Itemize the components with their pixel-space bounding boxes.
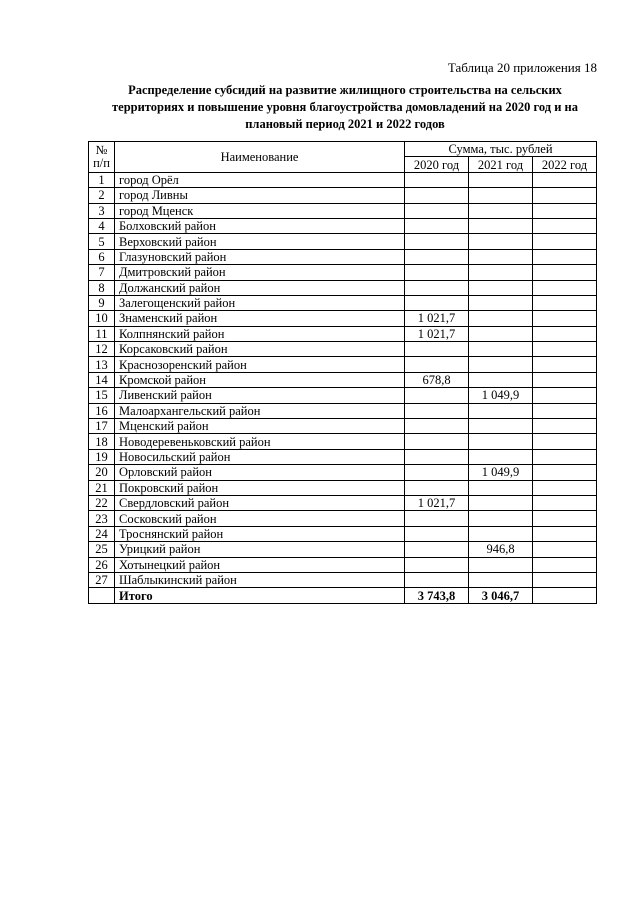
- row-name: Орловский район: [115, 465, 405, 480]
- value-2022: [533, 526, 597, 541]
- value-2021: [469, 372, 533, 387]
- value-2022: [533, 218, 597, 233]
- row-name: Хотынецкий район: [115, 557, 405, 572]
- value-2020: [405, 511, 469, 526]
- row-name: Корсаковский район: [115, 342, 405, 357]
- row-name: Ливенский район: [115, 388, 405, 403]
- row-name: Дмитровский район: [115, 265, 405, 280]
- table-row: [89, 434, 597, 449]
- table-row: [89, 542, 597, 557]
- value-2022: [533, 588, 597, 603]
- row-name: Свердловский район: [115, 495, 405, 510]
- value-2021: [469, 357, 533, 372]
- row-name: Залегощенский район: [115, 295, 405, 310]
- value-2020: [405, 449, 469, 464]
- value-2022: [533, 542, 597, 557]
- value-2022: [533, 357, 597, 372]
- value-2021: [469, 480, 533, 495]
- header-year-2022: 2022 год: [533, 157, 597, 172]
- value-2020: [405, 542, 469, 557]
- row-number: 20: [89, 465, 115, 480]
- row-number: 12: [89, 342, 115, 357]
- header-num-line1: №: [95, 142, 108, 157]
- title-line: территориях и повышение уровня благоустройства домовладений на 2020 год и на: [112, 100, 578, 114]
- value-2020: [405, 234, 469, 249]
- table-row: [89, 295, 597, 310]
- value-2022: [533, 172, 597, 187]
- table-row: [89, 249, 597, 264]
- value-2022: [533, 511, 597, 526]
- value-2021: [469, 572, 533, 587]
- value-2022: [533, 280, 597, 295]
- value-2021: 1 049,9: [469, 388, 533, 403]
- value-2021: [469, 311, 533, 326]
- value-2022: [533, 480, 597, 495]
- row-name: Урицкий район: [115, 542, 405, 557]
- value-2020: [405, 557, 469, 572]
- value-2020: [405, 280, 469, 295]
- table-row: [89, 419, 597, 434]
- value-2022: [533, 311, 597, 326]
- value-2020: 1 021,7: [405, 326, 469, 341]
- row-name: Знаменский район: [115, 311, 405, 326]
- row-number: [89, 588, 115, 603]
- value-2021: [469, 203, 533, 218]
- table-row: [89, 465, 597, 480]
- value-2021: [469, 234, 533, 249]
- row-number: 6: [89, 249, 115, 264]
- row-number: 15: [89, 388, 115, 403]
- row-name: Покровский район: [115, 480, 405, 495]
- row-name: город Ливны: [115, 188, 405, 203]
- table-row: [89, 342, 597, 357]
- row-number: 2: [89, 188, 115, 203]
- value-2021: 946,8: [469, 542, 533, 557]
- value-2021: [469, 280, 533, 295]
- value-2020: [405, 419, 469, 434]
- value-2022: [533, 188, 597, 203]
- value-2022: [533, 572, 597, 587]
- table-row: [89, 572, 597, 587]
- value-2022: [533, 434, 597, 449]
- value-2022: [533, 419, 597, 434]
- row-number: 11: [89, 326, 115, 341]
- value-2022: [533, 234, 597, 249]
- value-2021: 1 049,9: [469, 465, 533, 480]
- header-year-2020: 2020 год: [405, 157, 469, 172]
- title-line: Распределение субсидий на развитие жилищного строительства на сельских: [128, 83, 562, 97]
- value-2022: [533, 388, 597, 403]
- value-2021: 3 046,7: [469, 588, 533, 603]
- value-2020: [405, 403, 469, 418]
- value-2021: [469, 249, 533, 264]
- row-number: 24: [89, 526, 115, 541]
- table-row: [89, 403, 597, 418]
- row-number: 8: [89, 280, 115, 295]
- value-2020: [405, 526, 469, 541]
- row-number: 3: [89, 203, 115, 218]
- value-2020: [405, 172, 469, 187]
- value-2021: [469, 403, 533, 418]
- value-2022: [533, 203, 597, 218]
- value-2021: [469, 434, 533, 449]
- table-row: [89, 326, 597, 341]
- table-row: [89, 265, 597, 280]
- table-row: [89, 203, 597, 218]
- header-sum: Сумма, тыс. рублей: [405, 142, 597, 157]
- table-row: [89, 511, 597, 526]
- value-2020: [405, 218, 469, 233]
- row-name: Малоархангельский район: [115, 403, 405, 418]
- appendix-note: Таблица 20 приложения 18: [447, 60, 597, 75]
- row-name: Новодеревеньковский район: [115, 434, 405, 449]
- header-year-2021: 2021 год: [469, 157, 533, 172]
- value-2022: [533, 557, 597, 572]
- table-row: [89, 372, 597, 387]
- value-2020: 1 021,7: [405, 495, 469, 510]
- table-row: [89, 557, 597, 572]
- row-number: 21: [89, 480, 115, 495]
- row-number: 9: [89, 295, 115, 310]
- value-2020: [405, 295, 469, 310]
- value-2021: [469, 495, 533, 510]
- document-title: [90, 82, 600, 133]
- value-2020: [405, 357, 469, 372]
- row-name: Глазуновский район: [115, 249, 405, 264]
- row-name: город Орёл: [115, 172, 405, 187]
- value-2020: [405, 480, 469, 495]
- row-number: 23: [89, 511, 115, 526]
- table-row: [89, 218, 597, 233]
- row-number: 17: [89, 419, 115, 434]
- table-row: [89, 234, 597, 249]
- row-name: город Мценск: [115, 203, 405, 218]
- value-2020: [405, 249, 469, 264]
- value-2021: [469, 326, 533, 341]
- row-number: 7: [89, 265, 115, 280]
- value-2020: [405, 342, 469, 357]
- value-2022: [533, 342, 597, 357]
- value-2021: [469, 295, 533, 310]
- row-name: Болховский район: [115, 218, 405, 233]
- value-2020: 3 743,8: [405, 588, 469, 603]
- row-name: Сосковский район: [115, 511, 405, 526]
- row-name: Троснянский район: [115, 526, 405, 541]
- header-name: Наименование: [115, 142, 405, 173]
- row-name: Итого: [115, 588, 405, 603]
- row-number: 18: [89, 434, 115, 449]
- value-2020: [405, 388, 469, 403]
- header-num: [89, 142, 115, 173]
- value-2020: 678,8: [405, 372, 469, 387]
- table-row: [89, 480, 597, 495]
- value-2021: [469, 449, 533, 464]
- row-number: 5: [89, 234, 115, 249]
- row-number: 19: [89, 449, 115, 464]
- value-2022: [533, 295, 597, 310]
- row-number: 25: [89, 542, 115, 557]
- value-2020: [405, 572, 469, 587]
- table-row: [89, 172, 597, 187]
- value-2021: [469, 557, 533, 572]
- total-row: [89, 588, 597, 603]
- subsidy-table: [88, 141, 597, 604]
- value-2022: [533, 465, 597, 480]
- value-2020: [405, 434, 469, 449]
- value-2021: [469, 172, 533, 187]
- row-number: 27: [89, 572, 115, 587]
- value-2022: [533, 372, 597, 387]
- table-row: [89, 388, 597, 403]
- row-name: Колпнянский район: [115, 326, 405, 341]
- value-2022: [533, 265, 597, 280]
- value-2022: [533, 495, 597, 510]
- header-num-line2: п/п: [93, 155, 110, 170]
- value-2020: [405, 203, 469, 218]
- value-2022: [533, 403, 597, 418]
- row-name: Должанский район: [115, 280, 405, 295]
- value-2022: [533, 249, 597, 264]
- title-line: плановый период 2021 и 2022 годов: [245, 117, 445, 131]
- value-2021: [469, 265, 533, 280]
- row-number: 14: [89, 372, 115, 387]
- row-number: 22: [89, 495, 115, 510]
- row-number: 4: [89, 218, 115, 233]
- table-row: [89, 311, 597, 326]
- value-2022: [533, 449, 597, 464]
- row-number: 1: [89, 172, 115, 187]
- row-number: 10: [89, 311, 115, 326]
- value-2021: [469, 342, 533, 357]
- row-name: Кромской район: [115, 372, 405, 387]
- row-name: Мценский район: [115, 419, 405, 434]
- row-name: Краснозоренский район: [115, 357, 405, 372]
- table-body: [89, 172, 597, 603]
- table-row: [89, 188, 597, 203]
- row-name: Шаблыкинский район: [115, 572, 405, 587]
- value-2021: [469, 526, 533, 541]
- value-2021: [469, 188, 533, 203]
- value-2021: [469, 511, 533, 526]
- value-2020: [405, 265, 469, 280]
- row-number: 13: [89, 357, 115, 372]
- table-row: [89, 526, 597, 541]
- value-2020: [405, 465, 469, 480]
- table-row: [89, 449, 597, 464]
- row-name: Новосильский район: [115, 449, 405, 464]
- row-number: 16: [89, 403, 115, 418]
- value-2020: [405, 188, 469, 203]
- table-row: [89, 280, 597, 295]
- row-number: 26: [89, 557, 115, 572]
- value-2020: 1 021,7: [405, 311, 469, 326]
- value-2021: [469, 218, 533, 233]
- value-2021: [469, 419, 533, 434]
- value-2022: [533, 326, 597, 341]
- table-row: [89, 495, 597, 510]
- row-name: Верховский район: [115, 234, 405, 249]
- table-row: [89, 357, 597, 372]
